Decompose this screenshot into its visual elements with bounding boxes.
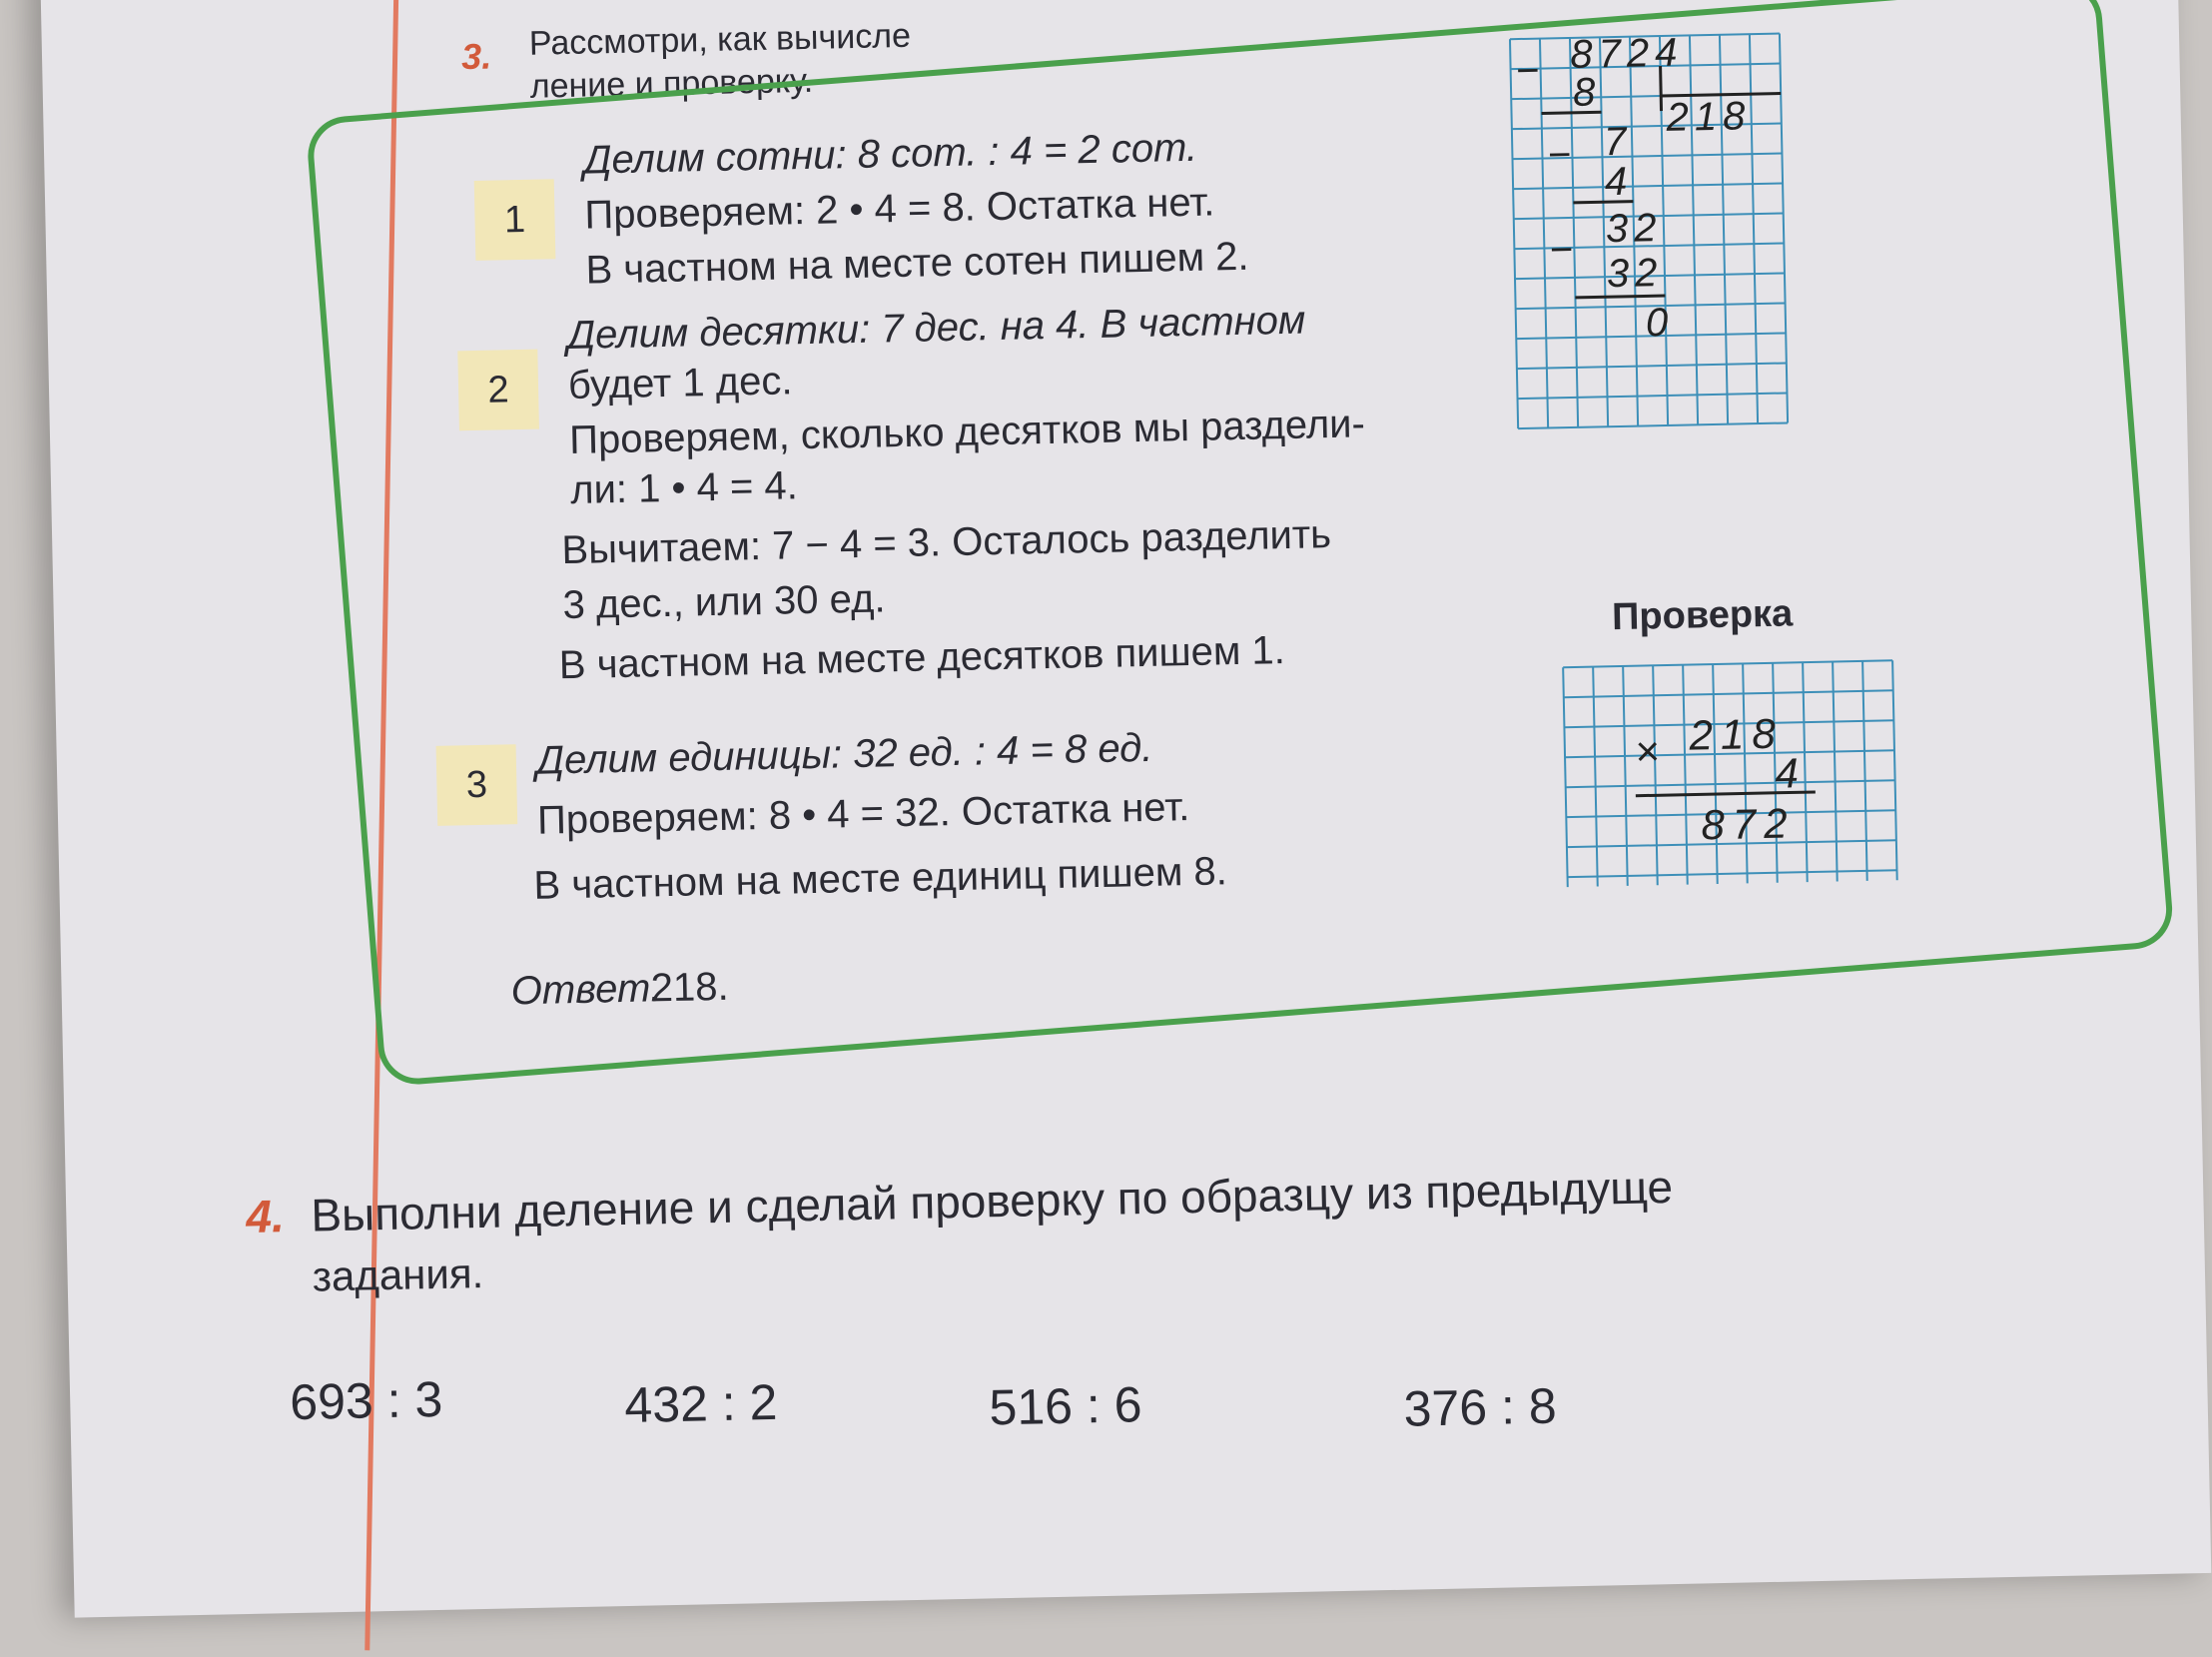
step1-line2: Проверяем: 2 • 4 = 8. Остатка нет. <box>584 180 1215 238</box>
step2-line4: ли: 1 • 4 = 4. <box>569 463 799 512</box>
check-title: Проверка <box>1611 592 1794 639</box>
division-dividend: 8724 <box>1569 30 1684 77</box>
division-subtrahend-3: 32 <box>1606 251 1664 297</box>
step2-line2: будет 1 дес. <box>567 359 793 409</box>
task3-title-line1: Рассмотри, как вычисле <box>528 16 912 63</box>
task4-example-2: 432 : 2 <box>623 1373 778 1434</box>
answer-label: Ответ. <box>510 966 662 1014</box>
check-product: 872 <box>1701 799 1797 849</box>
division-remainder-2: 32 <box>1605 206 1663 252</box>
task4-line2: задания. <box>312 1248 484 1300</box>
task4-example-3: 516 : 6 <box>988 1376 1143 1436</box>
step1-line1: Делим сотни: 8 сот. : 4 = 2 сот. <box>582 125 1198 183</box>
division-minus-1: − <box>1515 48 1540 94</box>
check-grid-svg <box>1563 660 1927 907</box>
step2-badge: 2 <box>457 350 539 431</box>
step3-line1: Делим единицы: 32 ед. : 4 = 8 ед. <box>535 725 1153 783</box>
step3-badge: 3 <box>436 744 518 826</box>
step2-line5: Вычитаем: 7 − 4 = 3. Осталось разделить <box>561 512 1332 573</box>
task4-number: 4. <box>245 1190 286 1243</box>
task4-example-4: 376 : 8 <box>1403 1377 1558 1437</box>
check-times-sign: × <box>1634 727 1660 775</box>
division-subtrahend-1: 8 <box>1572 70 1596 115</box>
task3-title-line2: ление и проверку. <box>529 61 814 106</box>
step1-badge: 1 <box>474 179 556 261</box>
step2-line7: В частном на месте десятков пишем 1. <box>558 628 1286 688</box>
check-multiplicand: 218 <box>1689 709 1785 759</box>
division-minus-2: − <box>1546 132 1572 178</box>
check-multiplier: 4 <box>1774 749 1800 797</box>
division-minus-3: − <box>1548 227 1574 273</box>
step3-line2: Проверяем: 8 • 4 = 32. Остатка нет. <box>536 785 1190 843</box>
step2-line6: 3 дес., или 30 ед. <box>562 576 886 628</box>
task4-example-1: 693 : 3 <box>289 1370 443 1431</box>
step2-line3: Проверяем, сколько десятков мы раздели- <box>568 402 1366 462</box>
answer-value: 218. <box>650 964 729 1011</box>
division-grid-svg <box>1510 30 1818 438</box>
step2-line1: Делим десятки: 7 дес. на 4. В частном <box>566 298 1306 359</box>
task3-number: 3. <box>460 35 492 78</box>
step3-line3: В частном на месте единиц пишем 8. <box>533 849 1228 908</box>
textbook-page <box>40 0 2211 1618</box>
division-remainder-1: 7 <box>1603 119 1627 165</box>
division-grid <box>1510 30 1818 443</box>
step1-line3: В частном на месте сотен пишем 2. <box>585 234 1249 293</box>
task4-line1: Выполни деление и сделай проверку по образцу из предыдуще <box>310 1161 1674 1242</box>
division-final-remainder: 0 <box>1645 300 1669 346</box>
division-subtrahend-2: 4 <box>1604 159 1628 205</box>
division-quotient: 218 <box>1666 94 1752 140</box>
check-grid <box>1563 660 1927 912</box>
